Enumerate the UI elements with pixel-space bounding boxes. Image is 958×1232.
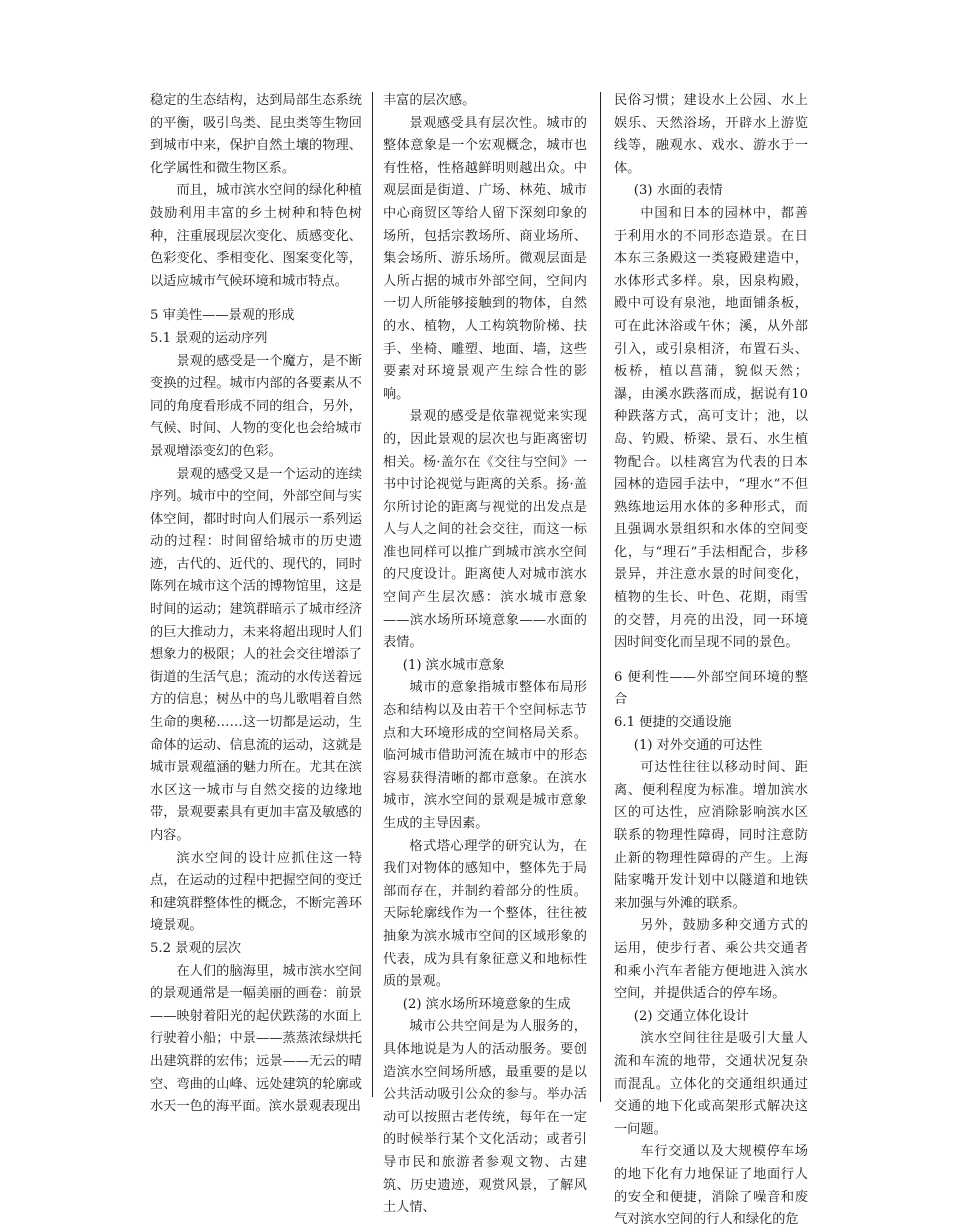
section-heading: 5 审美性——景观的形成 bbox=[150, 308, 295, 324]
paragraph: 城市公共空间是为人服务的，具体地说是为人的活动服务。要创造滨水空间场所感，最重要的是以公共活动吸引公众的参与。举办活动可以按照古老传统，每年在一定的时候举行某个文化活动；或者引导市民和旅游者参观文物、古建筑、历史遗迹，观赏风景，了解风土人情、 bbox=[383, 1019, 587, 1216]
spacer bbox=[614, 655, 808, 667]
paragraph: 滨水空间的设计应抓住这一特点，在运动的过程中把握空间的变迁和建筑群整体性的概念，不断完善环境景观。 bbox=[150, 850, 362, 934]
text-column-2 bbox=[383, 90, 587, 1220]
subsection-heading: 5.1 景观的运动序列 bbox=[150, 330, 268, 346]
section-heading: 6 便利性——外部空间环境的整合 bbox=[614, 669, 808, 708]
column-divider bbox=[372, 92, 373, 1097]
spacer bbox=[150, 293, 362, 305]
paragraph: 景观的感受是依靠视觉来实现的，因此景观的层次也与距离密切相关。杨·盖尔在《交往与空间》一书中讨论视觉与距离的关系。扬·盖尔所讨论的距离与视觉的出发点是人与人之间的社会交往，而这一标准也同样可以推广到城市滨水空间的尺度设计。距离使人对城市滨水空间产生层次感：滨水城市意象——滨水场所环境意象——水面的表情。 bbox=[383, 409, 587, 651]
paragraph: 中国和日本的园林中，都善于利用水的不同形态造景。在日本东三条殿这一类寝殿建造中，水体形式多样。泉，因泉构殿，殿中可设有泉池，地面铺条板，可在此沐浴或午休；溪，从外部引入，或引泉相济，布置石头、板桥，植以菖蒲，貌似天然；瀑，由溪水跌落而成，据说有10种跌落方式，高可支计；池，以岛、钓殿、桥梁、景石、水生植物配合。以桂离宫为代表的日本园林的造园手法中，“理水”不但熟练地运用水体的多种形式，而且强调水景组织和水体的空间变化，与“理石”手法相配合，步移景异，并注意水景的时间变化，植物的生长、叶色、花期，雨雪的交替，月亮的出没，同一环境因时间变化而呈现不同的景色。 bbox=[614, 205, 808, 651]
paragraph: 车行交通以及大规模停车场的地下化有力地保证了地面行人的安全和便捷，消除了噪音和废气对滨水空间的行人和绿化的危 bbox=[614, 1144, 808, 1228]
list-item-heading: (1) 滨水城市意象 bbox=[402, 657, 505, 673]
paragraph: 民俗习惯；建设水上公园、水上娱乐、天然浴场，开辟水上游览线等，融观水、戏水、游水于一体。 bbox=[614, 93, 808, 176]
paragraph: 城市的意象指城市整体布局形态和结构以及由若干个空间标志节点和大环境形成的空间格局关系。临河城市借助河流在城市中的形态容易获得清晰的都市意象。在滨水城市，滨水空间的景观是城市意象生成的主导因素。 bbox=[383, 680, 587, 831]
list-item-heading: (1) 对外交通的可达性 bbox=[633, 737, 763, 753]
paragraph: 另外，鼓励多种交通方式的运用，使步行者、乘公共交通者和乘小汽车者能方便地进入滨水空间，并提供适合的停车场。 bbox=[614, 918, 808, 1002]
paragraph: 景观感受具有层次性。城市的整体意象是一个宏观概念，城市也有性格，性格越鲜明则越出众。中观层面是街道、广场、林苑、城市中心商贸区等给人留下深刻印象的场所，包括宗教场所、商业场所、集会场所、游乐场所。微观层面是人所占据的城市外部空间，空间内一切人所能够接触到的物体，自然的水、植物，人工构筑物阶梯、扶手、坐椅、雕塑、地面、墙，这些要素对环境景观产生综合性的影响。 bbox=[383, 115, 587, 402]
paragraph: 在人们的脑海里，城市滨水空间的景观通常是一幅美丽的画卷：前景——映射着阳光的起伏跌荡的水面上行驶着小船；中景——蒸蒸浓绿烘托出建筑群的宏伟；远景——无云的晴空、弯曲的山峰、远处建筑的轮廓或水天一色的海平面。滨水景观表现出 bbox=[150, 963, 362, 1115]
paragraph: 可达性往往以移动时间、距离、便利程度为标准。增加滨水区的可达性，应消除影响滨水区联系的物理性障碍，同时注意防止新的物理性障碍的产生。上海陆家嘴开发计划中以隧道和地铁来加强与外滩的联系。 bbox=[614, 760, 808, 911]
paragraph: 稳定的生态结构，达到局部生态系统的平衡，吸引鸟类、昆虫类等生物回到城市中来，保护自然土壤的物理、化学属性和微生物区系。 bbox=[150, 93, 362, 176]
paragraph: 而且，城市滨水空间的绿化种植鼓励利用丰富的乡土树种和特色树种，注重展现层次变化、质感变化、色彩变化、季相变化、图案变化等，以适应城市气候环境和城市特点。 bbox=[150, 183, 362, 289]
paragraph: 景观的感受又是一个运动的连续序列。城市中的空间，外部空间与实体空间，都时时向人们展示一系列运动的过程：时间留给城市的历史遗迹，古代的、近代的、现代的，同时陈列在城市这个活的博物馆里，这是时间的运动；建筑群暗示了城市经济的巨大推动力，未来将超出现时人们想象力的极限；人的社会交往增添了街道的生活气息；流动的水传送着远方的信息；树丛中的鸟儿歌唱着自然生命的奥秘……这一切都是运动，生命体的运动、信息流的运动，这就是城市景观蕴涵的魅力所在。尤其在滨水区这一城市与自然交接的边缘地带，景观要素具有更加丰富及敏感的内容。 bbox=[150, 466, 362, 843]
list-item-heading: (2) 交通立体化设计 bbox=[633, 1008, 749, 1024]
subsection-heading: 6.1 便捷的交通设施 bbox=[614, 715, 732, 731]
text-column-1 bbox=[150, 90, 362, 1119]
paragraph: 滨水空间往往是吸引大量人流和车流的地带，交通状况复杂而混乱。立体化的交通组织通过交通的地下化或高架形式解决这一问题。 bbox=[614, 1031, 808, 1137]
list-item-heading: (2) 滨水场所环境意象的生成 bbox=[402, 996, 571, 1012]
subsection-heading: 5.2 景观的层次 bbox=[150, 940, 242, 956]
column-divider bbox=[600, 92, 601, 1102]
list-item-heading: (3) 水面的表情 bbox=[633, 183, 723, 199]
paragraph: 景观的感受是一个魔方，是不断变换的过程。城市内部的各要素从不同的角度看形成不同的组合，另外，气候、时间、人物的变化也会给城市景观增添变幻的色彩。 bbox=[150, 353, 362, 459]
text-column-3 bbox=[614, 90, 808, 1232]
paragraph: 格式塔心理学的研究认为，在我们对物体的感知中，整体先于局部而存在，并制约着部分的性质。天际轮廓线作为一个整体，往往被抽象为滨水城市空间的区域形象的代表，成为具有象征意义和地标性质的景观。 bbox=[383, 838, 587, 990]
paragraph: 丰富的层次感。 bbox=[383, 93, 476, 108]
